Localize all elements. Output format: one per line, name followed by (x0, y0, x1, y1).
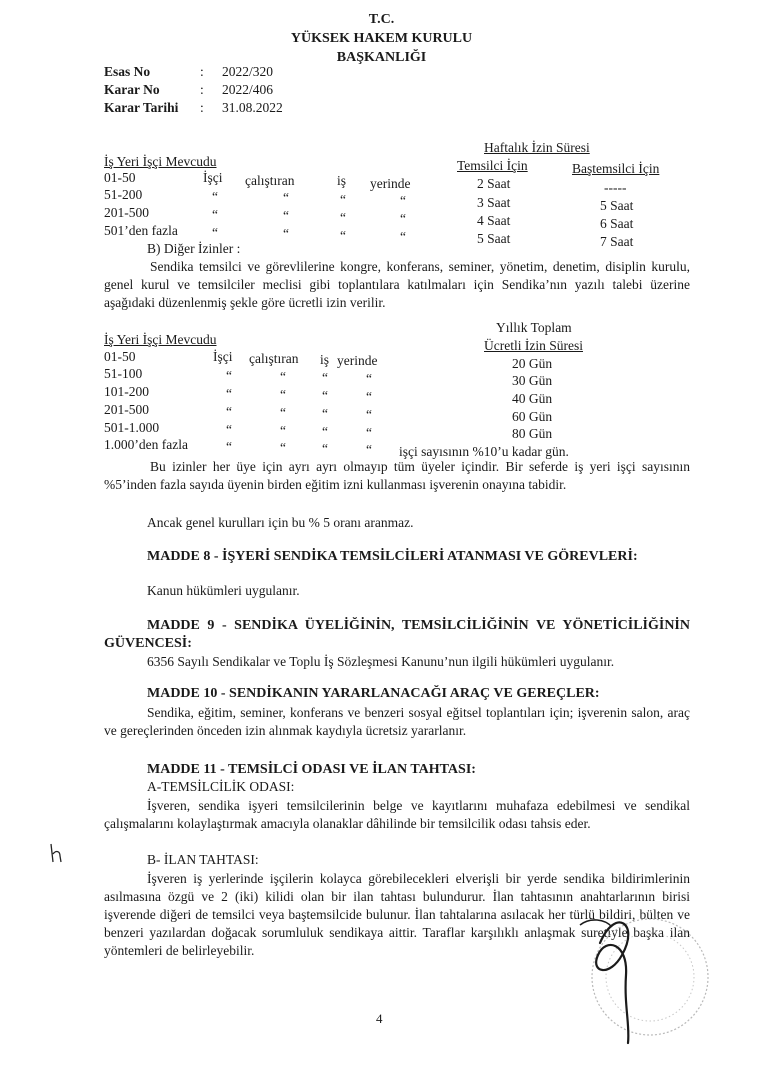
meta-sep: : (200, 64, 204, 79)
section-b-text-body: Sendika temsilci ve görevlilerine kongre, konferans, seminer, yönetim, denetim, disiplin kurulu, genel kurul ve temsilciler meclisi gibi toplantılara katılmaları için Sendika’nın yazılı talebi üzerine aşağıdaki düzenlenmiş şekle göre ücretli izin verilir. (104, 259, 690, 310)
ditto-mark: “ (212, 225, 218, 240)
paragraph-general-assembly: Ancak genel kurulları için bu % 5 oranı aranmaz. (147, 515, 414, 530)
ditto-mark: “ (283, 190, 289, 205)
meta-label: Esas No (104, 64, 151, 79)
madde-10-text-body: Sendika, eğitim, seminer, konferans ve benzeri sosyal eğitsel toplantıları için; işverenin salon, araç ve gereçlerinden önceden izin alınmak kaydıyla ücretsiz yararlanır. (104, 705, 690, 738)
table2-range: 51-100 (104, 366, 143, 381)
table1-col-a: Temsilci İçin (457, 158, 528, 173)
ditto-mark: “ (322, 406, 328, 421)
margin-handwritten-mark (48, 842, 68, 869)
madde-11-text-a-body: İşveren, sendika işyeri temsilcilerinin belge ve kayıtlarını muhafaza edebilmesi ve sendikal çalışmalarını kolaylaştırmak amacıyla olanaklar dâhilinde bir temsilcilik odası tahsis eder. (104, 798, 690, 831)
ditto-mark: “ (340, 228, 346, 243)
table2-range: 101-200 (104, 384, 149, 399)
ditto-mark: “ (280, 405, 286, 420)
section-b-heading: B) Diğer İzinler : (147, 241, 241, 256)
ditto-mark: “ (322, 370, 328, 385)
ditto-mark: “ (366, 407, 372, 422)
ditto-mark: “ (366, 442, 372, 457)
table1-val-b: ----- (604, 180, 627, 195)
table2-title-left: İş Yeri İşçi Mevcudu (104, 332, 217, 347)
table2-word: İşçi (213, 349, 233, 364)
table2-word: yerinde (337, 353, 378, 368)
ditto-mark: “ (283, 226, 289, 241)
table1-word: yerinde (370, 176, 411, 191)
ditto-mark: “ (226, 439, 232, 454)
madde-9-title-text: MADDE 9 - SENDİKA ÜYELİĞİNİN, TEMSİLCİLİĞİNİN VE YÖNETİCİLİĞİNİN GÜVENCESİ: (104, 618, 690, 651)
table1-word: İşçi (203, 170, 223, 185)
ditto-mark: “ (340, 210, 346, 225)
table2-val: 30 Gün (512, 373, 553, 388)
madde-11-text-a (104, 797, 690, 833)
ditto-mark: “ (280, 423, 286, 438)
table2-val: 20 Gün (512, 356, 553, 371)
ditto-mark: “ (366, 371, 372, 386)
table1-range: 01-50 (104, 170, 136, 185)
ditto-mark: “ (226, 404, 232, 419)
header-presidency: BAŞKANLIĞI (336, 50, 427, 65)
ditto-mark: “ (280, 387, 286, 402)
meta-value: 2022/320 (222, 64, 274, 79)
table1-col-b: Baştemsilci İçin (572, 161, 660, 176)
madde-8-text: Kanun hükümleri uygulanır. (147, 583, 300, 598)
table1-title-left: İş Yeri İşçi Mevcudu (104, 154, 217, 169)
ditto-mark: “ (226, 422, 232, 437)
handwritten-mark-icon (48, 842, 68, 864)
madde-10-text (104, 704, 690, 740)
ditto-mark: “ (226, 386, 232, 401)
madde-8-title (104, 548, 690, 566)
ditto-mark: “ (212, 189, 218, 204)
table1-range: 501’den fazla (104, 223, 178, 238)
table1-title-right: Haftalık İzin Süresi (484, 140, 590, 155)
table2-val: işçi sayısının %10’u kadar gün. (399, 444, 569, 459)
header-tc: T.C. (368, 12, 395, 27)
table2-title-right-1: Yıllık Toplam (496, 320, 572, 335)
table1-val-a: 3 Saat (477, 195, 511, 210)
table2-val: 40 Gün (512, 391, 553, 406)
madde-10-title: MADDE 10 - SENDİKANIN YARARLANACAĞI ARAÇ VE GEREÇLER: (147, 686, 600, 701)
ditto-mark: “ (280, 440, 286, 455)
table2-title-right-2: Ücretli İzin Süresi (484, 338, 583, 353)
table2-word: iş (320, 352, 330, 367)
stamp-signature-icon (560, 915, 710, 1045)
table1-val-b: 6 Saat (600, 216, 634, 231)
madde-8-title-text: MADDE 8 - İŞYERİ SENDİKA TEMSİLCİLERİ ATANMASI VE GÖREVLERİ: (147, 549, 638, 564)
meta-value: 31.08.2022 (222, 100, 283, 115)
table1-val-a: 2 Saat (477, 176, 511, 191)
table2-val: 80 Gün (512, 426, 553, 441)
table1-word: iş (337, 173, 347, 188)
table2-range: 201-500 (104, 402, 149, 417)
ditto-mark: “ (400, 211, 406, 226)
madde-11-title: MADDE 11 - TEMSİLCİ ODASI VE İLAN TAHTASI: (147, 762, 476, 777)
ditto-mark: “ (212, 207, 218, 222)
madde-9-title (104, 617, 690, 653)
section-b-text (104, 258, 690, 312)
meta-sep: : (200, 82, 204, 97)
table2-word: çalıştıran (249, 351, 299, 366)
madde-11-sub-b: B- İLAN TAHTASI: (147, 852, 259, 867)
table2-range: 01-50 (104, 349, 136, 364)
meta-label: Karar Tarihi (104, 100, 179, 115)
ditto-mark: “ (322, 441, 328, 456)
table2-range: 501-1.000 (104, 420, 160, 435)
table1-word: çalıştıran (245, 173, 295, 188)
table1-val-b: 5 Saat (600, 198, 634, 213)
table1-val-b: 7 Saat (600, 234, 634, 249)
ditto-mark: “ (280, 369, 286, 384)
ditto-mark: “ (366, 389, 372, 404)
table2-range: 1.000’den fazla (104, 437, 188, 452)
header-court: YÜKSEK HAKEM KURULU (290, 31, 473, 46)
table1-range: 201-500 (104, 205, 149, 220)
page-number: 4 (376, 1011, 383, 1026)
ditto-mark: “ (322, 424, 328, 439)
ditto-mark: “ (283, 208, 289, 223)
madde-11-text-b-body: İşveren iş yerlerinde işçilerin kolayca görebilecekleri elverişli bir yerde sendika bildirimlerinin asılmasına özgü ve 2 (iki) kilidi olan bir ilan tahtası bulundurur. İlan tahtasının anahtarlarının birisi işverende diğeri de temsilci veya baştemsilcide bulunur. İlan tahtalarına asılacak her türlü bildiri, bülten ve benzeri yazılardan doğacak sorumluluk sendikaya aittir. Taraflar karşılıklı anlaşmak suretiyle başka ilan yöntemleri de belirleyebilir. (104, 871, 690, 958)
ditto-mark: “ (322, 388, 328, 403)
table1-range: 51-200 (104, 187, 143, 202)
table1-val-a: 4 Saat (477, 213, 511, 228)
table1-val-a: 5 Saat (477, 231, 511, 246)
madde-9-text: 6356 Sayılı Sendikalar ve Toplu İş Sözleşmesi Kanunu’nun ilgili hükümleri uygulanır. (147, 654, 615, 669)
madde-11-sub-a: A-TEMSİLCİLİK ODASI: (147, 779, 295, 794)
ditto-mark: “ (226, 368, 232, 383)
ditto-mark: “ (400, 229, 406, 244)
ditto-mark: “ (340, 192, 346, 207)
paragraph-quota-text: Bu izinler her üye için ayrı ayrı olmayıp tüm üyeler içindir. Bir seferde iş yeri işçi sayısının %5’inden fazla sayıda üyenin birden eğitim izni kullanması işverenin onayına tabidir. (104, 459, 690, 492)
meta-label: Karar No (104, 82, 160, 97)
ditto-mark: “ (366, 425, 372, 440)
meta-sep: : (200, 100, 204, 115)
paragraph-quota (104, 458, 690, 494)
ditto-mark: “ (400, 193, 406, 208)
table2-val: 60 Gün (512, 409, 553, 424)
meta-value: 2022/406 (222, 82, 274, 97)
